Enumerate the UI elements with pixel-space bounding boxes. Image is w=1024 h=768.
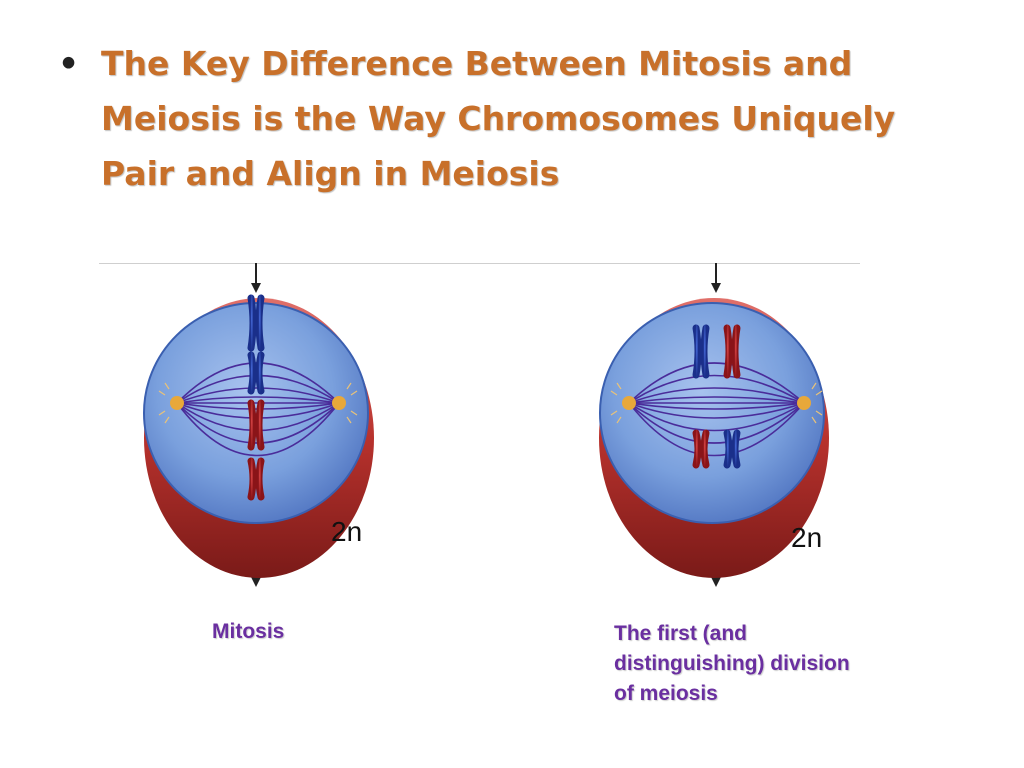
bullet: • [58,44,80,83]
meiosis-cell [599,263,829,587]
slide-title [58,36,958,201]
cell-division-figure [99,263,860,595]
down-arrow-icon [711,263,721,293]
cell-interior [144,303,368,523]
cell-diagrams-svg [99,263,860,595]
mitosis-cell [144,263,374,587]
caption-meiosis: The first (and distinguishing) division of meiosis [614,622,850,705]
title-text: The Key Difference Between Mitosis and Meiosis is the Way Chromosomes Uniquely Pair and Align in Meiosis [101,44,896,193]
caption-mitosis: Mitosis [212,620,285,643]
ploidy-label: 2n [791,522,823,553]
down-arrow-icon [251,263,261,293]
ploidy-label: 2n [331,516,363,547]
